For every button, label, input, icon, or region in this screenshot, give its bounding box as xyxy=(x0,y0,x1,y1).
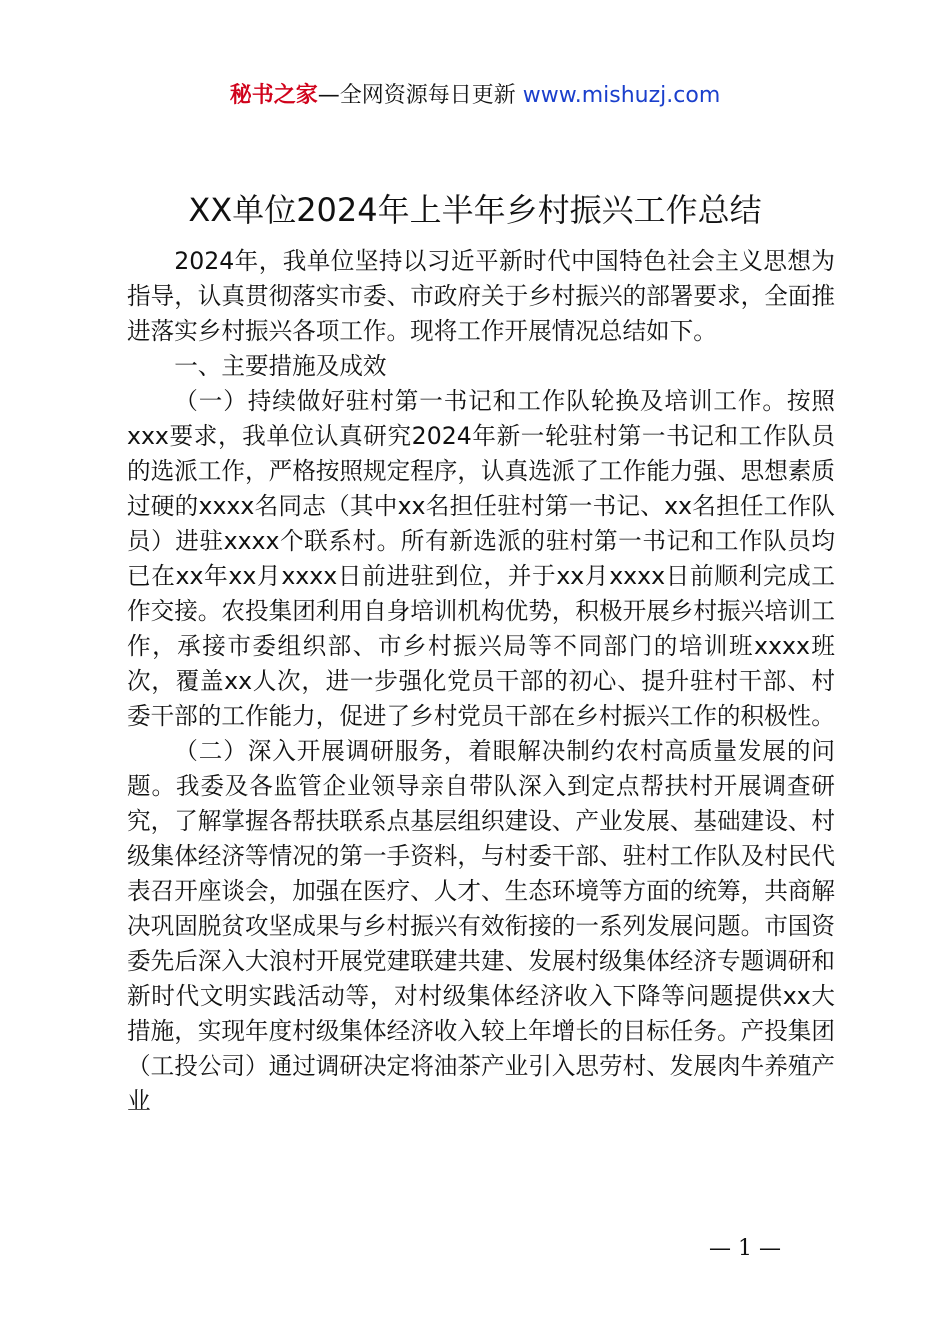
section-heading: 一、主要措施及成效 xyxy=(174,352,387,380)
document-title: XX单位2024年上半年乡村振兴工作总结 xyxy=(188,191,762,229)
header-tagline: —全网资源每日更新 xyxy=(317,83,523,108)
document-body xyxy=(127,244,835,1119)
paragraph-intro: 2024年，我单位坚持以习近平新时代中国特色社会主义思想为指导，认真贯彻落实市委、市政府关于乡村振兴的部署要求，全面推进落实乡村振兴各项工作。现将工作开展情况总结如下。 xyxy=(127,247,835,345)
header-url: www.mishuzj.com xyxy=(522,83,721,108)
brand-name: 秘书之家 xyxy=(229,83,318,108)
paragraph-item-2: （二）深入开展调研服务，着眼解决制约农村高质量发展的问题。我委及各监管企业领导亲自带队深入到定点帮扶村开展调查研究，了解掌握各帮扶联系点基层组织建设、产业发展、基础建设、村级集体经济等情况的第一手资料，与村委干部、驻村工作队及村民代表召开座谈会，加强在医疗、人才、生态环境等方面的统筹，共商解决巩固脱贫攻坚成果与乡村振兴有效衔接的一系列发展问题。市国资委先后深入大浪村开展党建联建共建、发展村级集体经济专题调研和新时代文明实践活动等，对村级集体经济收入下降等问题提供xx大措施，实现年度村级集体经济收入较上年增长的目标任务。产投集团（工投公司）通过调研决定将油茶产业引入思劳村、发展肉牛养殖产业 xyxy=(127,737,835,1115)
paragraph-item-1: （一）持续做好驻村第一书记和工作队轮换及培训工作。按照xxx要求，我单位认真研究2024年新一轮驻村第一书记和工作队员的选派工作，严格按照规定程序，认真选派了工作能力强、思想素质过硬的xxxx名同志（其中xx名担任驻村第一书记、xx名担任工作队员）进驻xxxx个联系村。所有新选派的驻村第一书记和工作队员均已在xx年xx月xxxx日前进驻到位，并于xx月xxxx日前顺利完成工作交接。农投集团利用自身培训机构优势，积极开展乡村振兴培训工作，承接市委组织部、市乡村振兴局等不同部门的培训班xxxx班次，覆盖xx人次，进一步强化党员干部的初心、提升驻村干部、村委干部的工作能力，促进了乡村党员干部在乡村振兴工作的积极性。 xyxy=(127,387,835,730)
page-number: — 1 — xyxy=(709,1236,781,1261)
site-header xyxy=(0,80,950,112)
